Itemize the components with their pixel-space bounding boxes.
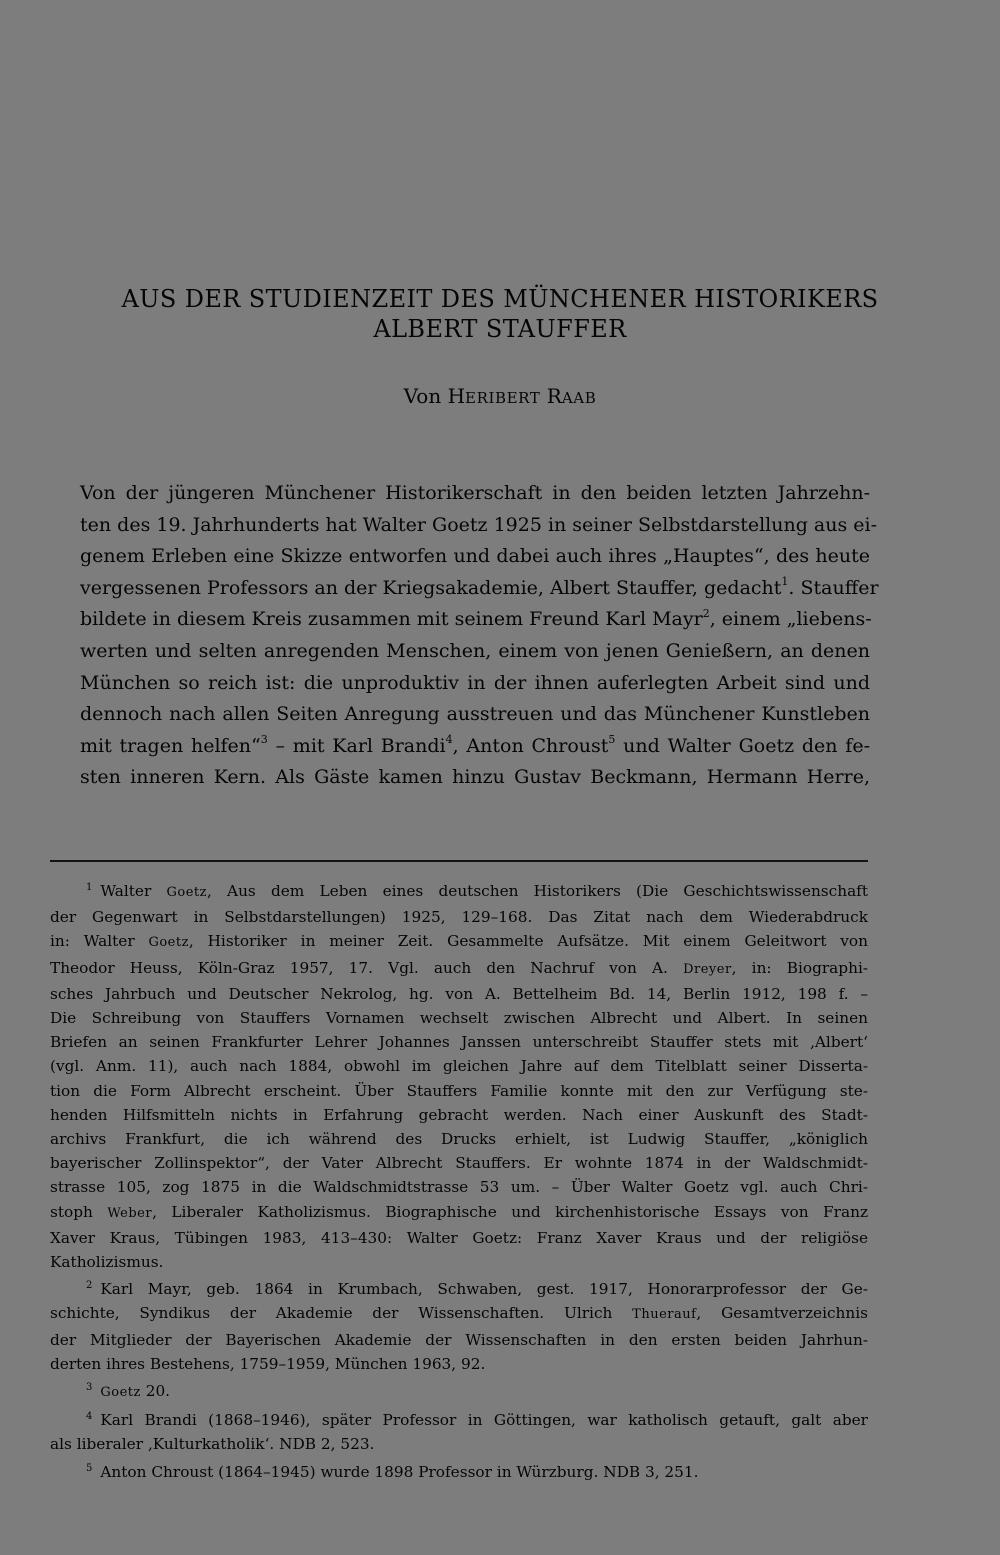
footnote-line: als liberaler ‚Kulturkatholik‘. NDB 2, 523. [50,1435,375,1454]
author-byline [60,383,940,411]
footnote-ref-2[interactable]: 2 [702,607,710,621]
footnote-line: der Gegenwart in Selbstdarstellungen) 1925, 129–168. Das Zitat nach dem Wiederabdruck [50,908,868,927]
footnote-number: 2 [86,1280,93,1292]
footnote-ref-5[interactable]: 5 [608,733,616,747]
footnote-text: , Aus dem Leben eines deutschen Historikers (Die Geschichtswissenschaft [206,882,868,900]
footnote-3 [50,1376,868,1405]
author-first-rest: ERIBERT [465,389,541,407]
footnote-text: in: Walter [50,932,149,951]
footnote-1 [50,876,868,905]
author-last-rest: AAB [561,389,597,407]
footnote-text: schichte, Syndikus der Akademie der Wissenschaften. Ulrich [50,1304,633,1323]
footnote-line: sches Jahrbuch und Deutscher Nekrolog, hg. von A. Bettelheim Bd. 14, Berlin 1912, 198 f. – [50,984,868,1003]
footnote-text: 20. [140,1382,171,1401]
author-last-initial: R [546,384,562,408]
body-text [80,478,879,794]
author-name: Weber [107,1205,153,1221]
footnote-number: 5 [86,1462,93,1474]
footnote-4 [50,1405,868,1432]
footnote-ref-3[interactable]: 3 [260,733,268,747]
body-line-text: , Anton Chroust [452,734,609,757]
footnote-ref-4[interactable]: 4 [445,733,453,747]
body-line: München so reich ist: die unproduktiv in der ihnen auferlegten Arbeit sind und [80,671,870,694]
body-line: werten und selten anregenden Menschen, einem von jenen Genießern, an denen [80,639,870,662]
footnote-number: 4 [86,1411,93,1423]
body-line-text: , einem „liebens- [709,608,872,631]
author-first-initial: H [447,384,466,408]
body-line-text: bildete in diesem Kreis zusammen mit seinem Freund Karl Mayr [80,608,703,631]
footnote-text: Karl Brandi (1868–1946), später Professor in Göttingen, war katholisch getauft, galt aber [100,1411,868,1430]
footnote-text: Walter [100,882,167,900]
title-line-1: AUS DER STUDIENZEIT DES MÜNCHENER HISTORIKERS [121,285,879,313]
body-line-text: – mit Karl Brandi [267,734,446,757]
footnote-line: henden Hilfsmitteln nichts in Erfahrung gebracht werden. Nach einer Auskunft des Stadt- [50,1105,868,1124]
footnote-line [50,1200,868,1226]
author-name: Goetz [148,935,189,951]
footnote-line: Briefen an seinen Frankfurter Lehrer Johannes Janssen unterschreibt Stauffer stets mit ‚Albert‘ [50,1033,868,1052]
footnote-line [50,1301,868,1327]
footnote-number: 1 [86,882,93,893]
body-line: Von der jüngeren Münchener Historikerschaft in den beiden letzten Jahrzehn- [80,482,870,504]
footnote-line: derten ihres Bestehens, 1759–1959, München 1963, 92. [50,1354,486,1373]
footnote-line: Katholizismus. [50,1253,164,1272]
body-line [80,573,879,605]
article-title [60,284,940,344]
byline-prefix: Von [403,384,442,408]
author-name: Thuerauf [632,1307,697,1323]
body-line-text: vergessenen Professors an der Kriegsakademie, Albert Stauffer, gedacht [80,576,782,599]
body-line-text: mit tragen helfen“ [80,734,261,757]
footnote-text: Theodor Heuss, Köln-Graz 1957, 17. Vgl. auch den Nachruf von A. [50,958,684,977]
footnote-text: , Gesamtverzeichnis [696,1304,868,1323]
footnote-text: stoph [50,1202,108,1221]
body-line: dennoch nach allen Seiten Anregung ausstreuen und das Münchener Kunstleben [80,703,870,726]
footnote-text: Anton Chroust (1864–1945) wurde 1898 Professor in Würzburg. NDB 3, 251. [100,1462,699,1481]
body-line: genem Erleben eine Skizze entworfen und dabei auch ihres „Hauptes“, des heute [80,545,870,568]
footnote-line [50,956,868,982]
body-line-text: und Walter Goetz den fe- [615,734,870,757]
footnote-number: 3 [86,1382,93,1394]
footnote-line: der Mitglieder der Bayerischen Akademie der Wissenschaften in den ersten beiden Jahrhun- [50,1330,868,1349]
footnote-text: Karl Mayr, geb. 1864 in Krumbach, Schwaben, gest. 1917, Honorarprofessor der Ge- [100,1280,868,1299]
footnote-text: , in: Biographi- [731,958,868,977]
body-line: ten des 19. Jahrhunderts hat Walter Goetz 1925 in seiner Selbstdarstellung aus ei- [80,513,877,536]
footnote-text: , Liberaler Katholizismus. Biographische und kirchenhistorische Essays von Franz [152,1202,869,1221]
footnote-ref-1[interactable]: 1 [781,575,789,589]
body-line [80,604,870,636]
footnote-line: Die Schreibung von Stauffers Vornamen wechselt zwischen Albrecht und Albert. In seinen [50,1009,868,1028]
footnote-2 [50,1274,868,1301]
footnote-line: tion die Form Albrecht erscheint. Über Stauffers Familie konnte mit den zur Verfügung ste- [50,1081,868,1100]
footnote-line: Xaver Kraus, Tübingen 1983, 413–430: Walter Goetz: Franz Xaver Kraus und der religiöse [50,1228,868,1247]
footnote-line [50,929,868,955]
author-name: Goetz [100,1385,141,1401]
footnote-line: (vgl. Anm. 11), auch nach 1884, obwohl im gleichen Jahre auf dem Titelblatt seiner Disserta- [50,1057,868,1076]
footnote-divider [50,860,868,862]
footnote-line: strasse 105, zog 1875 in die Waldschmidtstrasse 53 um. – Über Walter Goetz vgl. auch Chri- [50,1178,868,1197]
body-line-text: . Stauffer [788,576,879,599]
author-name: Goetz [166,885,207,900]
footnote-text: , Historiker in meiner Zeit. Gesammelte Aufsätze. Mit einem Geleitwort von [188,932,868,951]
footnote-5 [50,1457,868,1484]
footnote-line: bayerischer Zollinspektor“, der Vater Albrecht Stauffers. Er wohnte 1874 in der Waldschmidt- [50,1154,868,1173]
footnotes [50,876,868,1484]
body-line: sten inneren Kern. Als Gäste kamen hinzu Gustav Beckmann, Hermann Herre, [80,766,870,789]
footnote-line: archivs Frankfurt, die ich während des Drucks erhielt, ist Ludwig Stauffer, „königlich [50,1130,868,1149]
title-line-2: ALBERT STAUFFER [373,315,627,343]
author-name: Dreyer [683,961,732,977]
body-line [80,731,870,763]
